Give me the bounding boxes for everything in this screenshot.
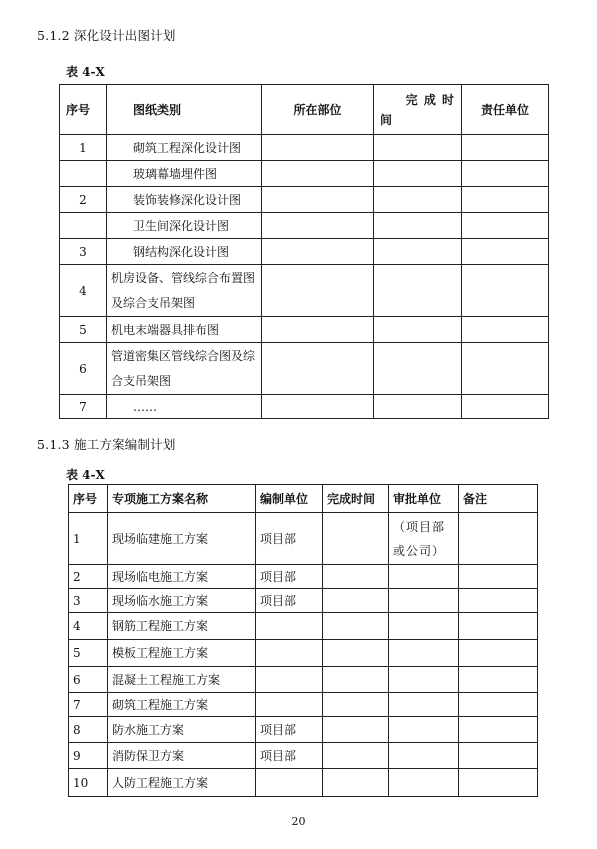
header-drawing-type: 图纸类别 — [107, 85, 262, 135]
row-location — [262, 161, 374, 187]
table-row — [69, 640, 538, 667]
table-row — [60, 239, 549, 265]
row-completion-time — [323, 769, 389, 797]
row-no: 1 — [69, 513, 108, 565]
row-no: 1 — [60, 135, 107, 161]
header-prepared-by: 编制单位 — [256, 485, 323, 513]
table-row — [69, 769, 538, 797]
row-approved-by — [389, 640, 459, 667]
row-remarks — [459, 513, 538, 565]
header-completion-time — [374, 85, 462, 135]
header-location: 所在部位 — [262, 85, 374, 135]
row-completion-time — [323, 667, 389, 693]
header-remarks: 备注 — [459, 485, 538, 513]
row-drawing-name: 机电末端器具排布图 — [107, 317, 262, 343]
row-drawing-name: 玻璃幕墙埋件图 — [107, 161, 262, 187]
row-time — [374, 317, 462, 343]
row-no: 7 — [69, 693, 108, 717]
section-heading-construction-plan: 5.1.3 施工方案编制计划 — [37, 437, 176, 452]
row-prepared-by: 项目部 — [256, 565, 323, 589]
row-approved-by — [389, 693, 459, 717]
row-remarks — [459, 565, 538, 589]
row-no: 10 — [69, 769, 108, 797]
header-approved-by: 审批单位 — [389, 485, 459, 513]
row-remarks — [459, 667, 538, 693]
row-unit — [462, 317, 549, 343]
row-unit — [462, 187, 549, 213]
table-row — [69, 743, 538, 769]
row-drawing-name: 管道密集区管线综合图及综合支吊架图 — [107, 343, 262, 395]
table-row — [69, 613, 538, 640]
row-prepared-by — [256, 693, 323, 717]
row-time — [374, 265, 462, 317]
row-no: 5 — [69, 640, 108, 667]
table-caption-2: 表 4-X — [66, 468, 105, 482]
row-time — [374, 161, 462, 187]
row-plan-name: 防水施工方案 — [108, 717, 256, 743]
row-completion-time — [323, 717, 389, 743]
header-completion-time-line1: 完 成 时 — [405, 92, 455, 107]
row-no: 8 — [69, 717, 108, 743]
row-remarks — [459, 743, 538, 769]
table-header-row — [69, 485, 538, 513]
row-no — [60, 161, 107, 187]
row-unit — [462, 213, 549, 239]
row-remarks — [459, 693, 538, 717]
row-location — [262, 213, 374, 239]
row-prepared-by: 项目部 — [256, 589, 323, 613]
row-drawing-name: 钢结构深化设计图 — [107, 239, 262, 265]
table-caption-1: 表 4-X — [66, 65, 105, 79]
row-approved-by — [389, 743, 459, 769]
row-no: 4 — [60, 265, 107, 317]
header-completion-time-line2: 间 — [380, 112, 393, 127]
header-no: 序号 — [69, 485, 108, 513]
row-completion-time — [323, 565, 389, 589]
row-location — [262, 317, 374, 343]
table-row — [60, 135, 549, 161]
row-completion-time — [323, 743, 389, 769]
row-approved-by — [389, 565, 459, 589]
row-prepared-by — [256, 769, 323, 797]
row-location — [262, 239, 374, 265]
row-unit — [462, 239, 549, 265]
row-no: 6 — [69, 667, 108, 693]
row-prepared-by: 项目部 — [256, 513, 323, 565]
row-time — [374, 239, 462, 265]
table-row — [69, 693, 538, 717]
row-completion-time — [323, 693, 389, 717]
row-time — [374, 187, 462, 213]
row-approved-by — [389, 769, 459, 797]
construction-plan-table — [68, 484, 538, 797]
table-row — [69, 717, 538, 743]
row-drawing-name: 砌筑工程深化设计图 — [107, 135, 262, 161]
row-plan-name: 消防保卫方案 — [108, 743, 256, 769]
row-plan-name: 人防工程施工方案 — [108, 769, 256, 797]
table-row — [60, 161, 549, 187]
design-drawing-plan-table — [59, 84, 549, 419]
row-approved-by — [389, 589, 459, 613]
row-time — [374, 343, 462, 395]
row-drawing-name: 机房设备、管线综合布置图及综合支吊架图 — [107, 265, 262, 317]
page-number: 20 — [291, 815, 306, 828]
header-completion-time: 完成时间 — [323, 485, 389, 513]
row-plan-name: 混凝土工程施工方案 — [108, 667, 256, 693]
table-row — [60, 317, 549, 343]
row-prepared-by: 项目部 — [256, 743, 323, 769]
row-approved-by: （项目部或公司） — [389, 513, 459, 565]
row-completion-time — [323, 589, 389, 613]
row-plan-name: 现场临水施工方案 — [108, 589, 256, 613]
row-location — [262, 187, 374, 213]
table-row — [69, 667, 538, 693]
table-row — [69, 565, 538, 589]
row-plan-name: 模板工程施工方案 — [108, 640, 256, 667]
row-time — [374, 135, 462, 161]
row-no: 6 — [60, 343, 107, 395]
row-plan-name: 现场临建施工方案 — [108, 513, 256, 565]
row-no: 2 — [69, 565, 108, 589]
row-prepared-by — [256, 640, 323, 667]
row-location — [262, 395, 374, 419]
row-prepared-by — [256, 667, 323, 693]
row-drawing-name: 卫生间深化设计图 — [107, 213, 262, 239]
row-plan-name: 现场临电施工方案 — [108, 565, 256, 589]
row-no: 3 — [60, 239, 107, 265]
row-approved-by — [389, 613, 459, 640]
header-responsible-unit: 责任单位 — [462, 85, 549, 135]
row-plan-name: 钢筋工程施工方案 — [108, 613, 256, 640]
row-completion-time — [323, 513, 389, 565]
table-row — [60, 265, 549, 317]
section-heading-design-plan: 5.1.2 深化设计出图计划 — [37, 28, 176, 43]
header-plan-name: 专项施工方案名称 — [108, 485, 256, 513]
row-remarks — [459, 613, 538, 640]
row-drawing-name: 装饰装修深化设计图 — [107, 187, 262, 213]
header-no: 序号 — [60, 85, 107, 135]
row-location — [262, 265, 374, 317]
row-no: 3 — [69, 589, 108, 613]
row-unit — [462, 161, 549, 187]
row-prepared-by — [256, 613, 323, 640]
row-remarks — [459, 640, 538, 667]
row-unit — [462, 135, 549, 161]
row-unit — [462, 395, 549, 419]
row-no: 7 — [60, 395, 107, 419]
row-remarks — [459, 769, 538, 797]
row-time — [374, 395, 462, 419]
table-row — [60, 187, 549, 213]
row-plan-name: 砌筑工程施工方案 — [108, 693, 256, 717]
table-row — [60, 213, 549, 239]
row-no — [60, 213, 107, 239]
row-approved-by — [389, 717, 459, 743]
row-remarks — [459, 589, 538, 613]
row-no: 4 — [69, 613, 108, 640]
table-row — [69, 589, 538, 613]
row-completion-time — [323, 613, 389, 640]
row-location — [262, 135, 374, 161]
table-row — [60, 395, 549, 419]
row-no: 5 — [60, 317, 107, 343]
table-row — [60, 343, 549, 395]
table-row — [69, 513, 538, 565]
row-unit — [462, 343, 549, 395]
row-remarks — [459, 717, 538, 743]
row-time — [374, 213, 462, 239]
row-drawing-name: …… — [107, 395, 262, 419]
row-approved-by — [389, 667, 459, 693]
row-no: 9 — [69, 743, 108, 769]
row-location — [262, 343, 374, 395]
row-no: 2 — [60, 187, 107, 213]
table-header-row — [60, 85, 549, 135]
row-prepared-by: 项目部 — [256, 717, 323, 743]
row-unit — [462, 265, 549, 317]
row-completion-time — [323, 640, 389, 667]
